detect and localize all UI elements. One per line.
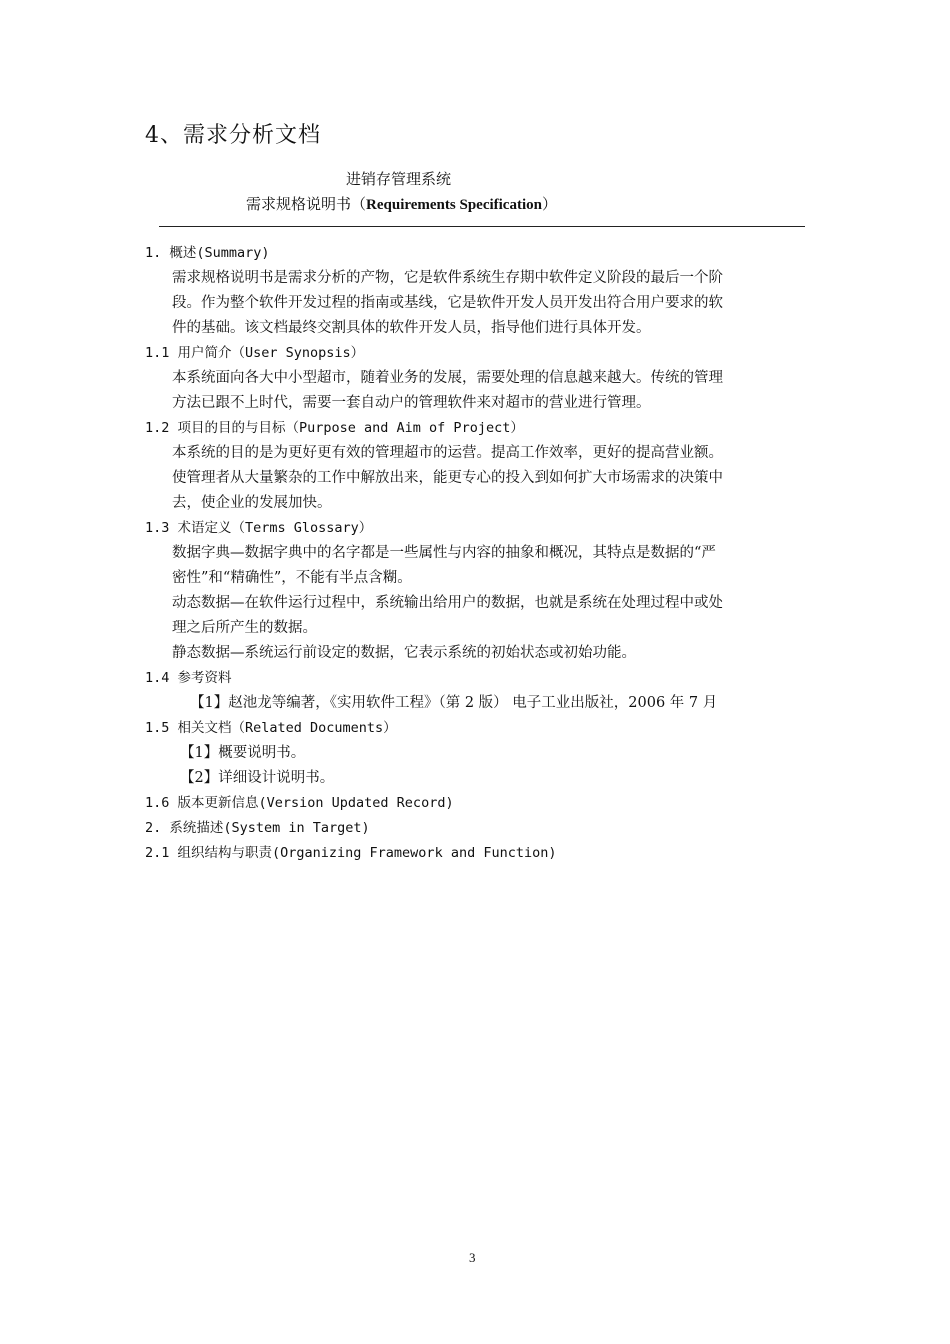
section-heading: 4、需求分析文档 xyxy=(145,123,321,148)
body-text-line: 数据字典—数据字典中的名字都是一些属性与内容的抽象和概况，其特点是数据的“严 xyxy=(172,545,716,561)
section-system-heading: 2. 系统描述(System in Target) xyxy=(145,820,370,836)
body-text-line: 件的基础。该文档最终交割具体的软件开发人员，指导他们进行具体开发。 xyxy=(172,320,651,336)
title-divider xyxy=(159,226,805,227)
body-text-line: 密性”和“精确性”，不能有半点含糊。 xyxy=(172,570,412,586)
subtitle-english: Requirements Specification xyxy=(366,197,542,213)
related-doc-item: 【2】详细设计说明书。 xyxy=(180,770,335,786)
document-subtitle xyxy=(246,193,557,214)
body-text-line: 静态数据—系统运行前设定的数据，它表示系统的初始状态或初始功能。 xyxy=(172,645,636,661)
body-text-line: 去，使企业的发展加快。 xyxy=(172,495,332,511)
section-glossary-heading: 1.3 术语定义（Terms Glossary） xyxy=(145,520,373,536)
page-number: 3 xyxy=(469,1250,476,1265)
section-purpose-heading: 1.2 项目的目的与目标（Purpose and Aim of Project） xyxy=(145,420,524,436)
section-user-synopsis-heading: 1.1 用户简介（User Synopsis） xyxy=(145,345,365,361)
section-version-heading: 1.6 版本更新信息(Version Updated Record) xyxy=(145,795,454,811)
body-text-line: 使管理者从大量繁杂的工作中解放出来，能更专心的投入到如何扩大市场需求的决策中 xyxy=(172,470,723,486)
section-organization-heading: 2.1 组织结构与职责(Organizing Framework and Function) xyxy=(145,845,557,861)
section-references-heading: 1.4 参考资料 xyxy=(145,670,232,686)
body-text-line: 方法已跟不上时代，需要一套自动户的管理软件来对超市的营业进行管理。 xyxy=(172,395,651,411)
subtitle-prefix: 需求规格说明书（ xyxy=(246,195,367,213)
section-summary-heading: 1. 概述(Summary) xyxy=(145,245,270,261)
reference-item: 【1】赵池龙等编著，《实用软件工程》（第 2 版） 电子工业出版社，2006 年 7 月 xyxy=(190,695,718,711)
body-text-line: 段。作为整个软件开发过程的指南或基线，它是软件开发人员开发出符合用户要求的软 xyxy=(172,295,723,311)
section-related-docs-heading: 1.5 相关文档（Related Documents） xyxy=(145,720,397,736)
body-text-line: 本系统的目的是为更好更有效的管理超市的运营。提高工作效率，更好的提高营业额。 xyxy=(172,445,723,461)
related-doc-item: 【1】概要说明书。 xyxy=(180,745,306,761)
body-text-line: 本系统面向各大中小型超市，随着业务的发展，需要处理的信息越来越大。传统的管理 xyxy=(172,370,723,386)
document-title: 进销存管理系统 xyxy=(346,170,452,188)
body-text-line: 需求规格说明书是需求分析的产物，它是软件系统生存期中软件定义阶段的最后一个阶 xyxy=(172,270,723,286)
body-text-line: 动态数据—在软件运行过程中，系统输出给用户的数据，也就是系统在处理过程中或处 xyxy=(172,595,723,611)
body-text-line: 理之后所产生的数据。 xyxy=(172,620,317,636)
subtitle-suffix: ） xyxy=(541,195,557,213)
